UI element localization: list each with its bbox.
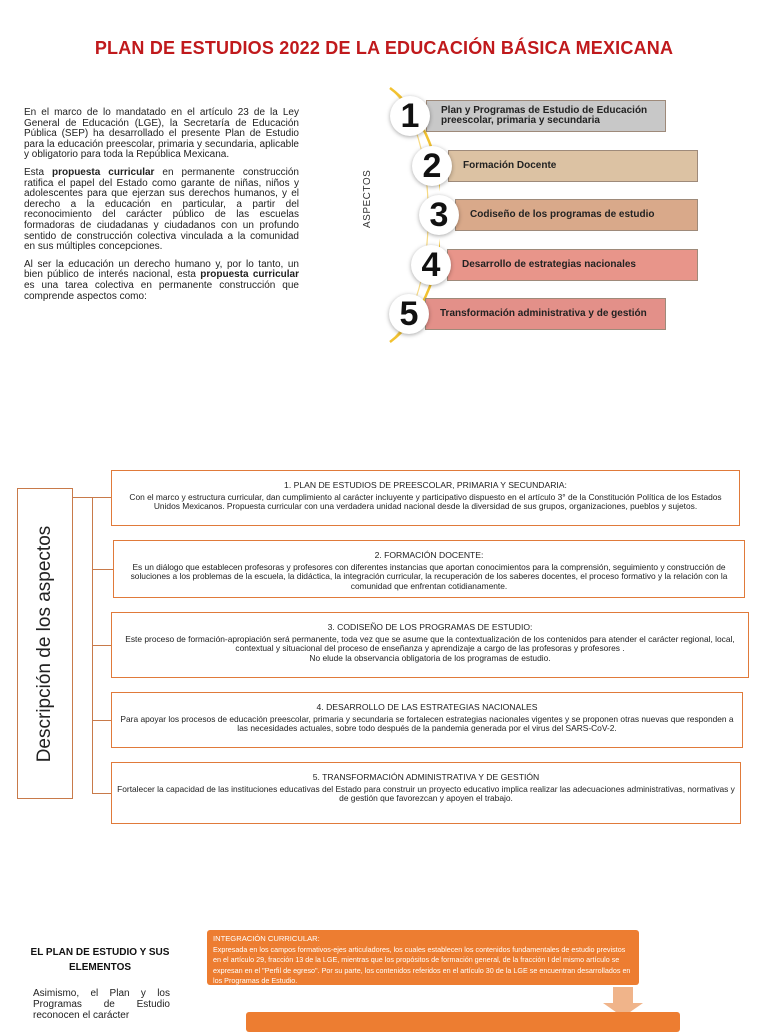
intro-paragraph-2	[24, 168, 299, 253]
intro-p3-end: es una tarea colectiva en permanente construcción que comprende aspectos como:	[24, 279, 299, 302]
integracion-text: Expresada en los campos formativos-ejes articuladores, los cuales establecen los contenidos fundamentales de estudio previstos en el artículo 29, fracción 13 de la LGE, mientras que los propósitos de formación general, de la fracción I del mismo artículo se expresan en el "Perfil de egreso". Por su parte, los contenidos referidos en el artículo 30 de la LGE se encuentran desarrollados en los Programas de Estudio.	[213, 944, 631, 985]
integracion-heading: INTEGRACIÓN CURRICULAR:	[213, 934, 320, 943]
elements-text: Asimismo, el Plan y los Programas de Estudio reconocen el carácter	[33, 988, 170, 1021]
aspect-label-1: Plan y Programas de Estudio de Educación preescolar, primaria y secundaria	[441, 104, 648, 126]
connector-branch-5	[92, 793, 111, 794]
connector-branch-4	[92, 720, 111, 721]
elements-title: EL PLAN DE ESTUDIO Y SUS ELEMENTOS	[30, 947, 170, 973]
description-text-3: Este proceso de formación-apropiación será permanente, toda vez que se asume que la contextualización de los contenidos para atender el carácter regional, local, contextual y situacional del proceso de enseñanza y aprendizaje a cargo de las profesoras y profesores .	[125, 633, 735, 654]
intro-paragraph-1: En el marco de lo mandatado en el artículo 23 de la Ley General de Educación (LGE), la Secretaría de Educación Pública (SEP) ha desarrollado el presente Plan de Estudio para la educación preescolar, primaria y secundaria, aplicable y obligatorio para toda la República Mexicana.	[24, 107, 299, 161]
intro-p3-bold: propuesta curricular	[200, 269, 299, 281]
integracion-curricular-box	[207, 930, 639, 985]
intro-p2-end: en permanente construcción ratifica el papel del Estado como garante de niñas, niños y adolescentes para que ejerzan sus derechos humanos, y el derecho a la educación en particular, a partir del reconocimiento del carácter público de las escuelas formadoras de ciudadanas y ciudadanos con un profundo sentido de construcción colectiva vinculada a la comunidad en sus múltiples concepciones.	[24, 166, 299, 253]
aspect-number-3: 3	[419, 195, 459, 235]
description-title: Descripción de los aspectos	[34, 525, 55, 762]
intro-text	[24, 108, 299, 309]
description-heading-4: 4. DESARROLLO DE LAS ESTRATEGIAS NACIONALES	[316, 702, 538, 712]
aspect-label-3: Codiseño de los programas de estudio	[470, 208, 655, 220]
aspect-box-2	[448, 150, 698, 182]
aspect-number-5: 5	[389, 294, 429, 334]
description-text-4: Para apoyar los procesos de educación preescolar, primaria y secundaria se fortalecen estrategias nacionales vigentes y se proponen otras nuevas que responden a las necesidades actuales, sobre todo después de la pandemia generada por el virus del SARS-CoV-2.	[120, 713, 734, 734]
aspect-label-4: Desarrollo de estrategias nacionales	[462, 258, 636, 270]
aspectos-label: ASPECTOS	[362, 169, 373, 228]
intro-p2-bold: propuesta curricular	[51, 166, 155, 178]
description-box-3	[111, 612, 749, 678]
aspect-box-1	[426, 100, 666, 132]
description-box-2	[113, 540, 745, 598]
connector-branch-2	[92, 569, 113, 570]
next-box	[246, 1012, 680, 1032]
aspect-number-1: 1	[390, 96, 430, 136]
aspect-box-3	[455, 199, 698, 231]
description-title-box	[17, 488, 73, 799]
connector-stub	[73, 497, 93, 498]
description-box-1	[111, 470, 740, 526]
description-box-4	[111, 692, 743, 748]
aspect-label-2: Formación Docente	[463, 159, 557, 171]
aspect-box-5	[425, 298, 666, 330]
intro-paragraph-3	[24, 260, 299, 302]
description-box-5	[111, 762, 741, 824]
connector-branch-1	[92, 497, 111, 498]
page-title: PLAN DE ESTUDIOS 2022 DE LA EDUCACIÓN BÁSICA MEXICANA	[94, 38, 674, 58]
description-heading-2: 2. FORMACIÓN DOCENTE:	[374, 550, 484, 560]
connector-branch-3	[92, 645, 111, 646]
intro-p2-start: Esta	[24, 166, 52, 178]
description-heading-3: 3. CODISEÑO DE LOS PROGRAMAS DE ESTUDIO:	[327, 622, 533, 632]
intro-p3-start: Al ser la educación un derecho humano y, por lo tanto, un bien público de interés nacional, esta	[24, 258, 299, 281]
description-heading-1: 1. PLAN DE ESTUDIOS DE PREESCOLAR, PRIMARIA Y SECUNDARIA:	[284, 480, 567, 490]
description-text-1: Con el marco y estructura curricular, dan cumplimiento al carácter incluyente y participativo dispuesto en el artículo 3° de la Constitución Política de los Estados Unidos Mexicanos. Propuesta curricular con una verdadera unidad nacional desde la diversidad de sus grupos, organizaciones, pueblos y sujetos.	[129, 491, 722, 512]
description-text-2: Es un diálogo que establecen profesoras y profesores con diferentes instancias que aportan conocimientos para la comprensión, seguimiento y construcción de soluciones a los problemas de la escuela, la didáctica, la integración curricular, la recuperación de los saberes docentes, el proceso formativo y la relación con la comunidad que enfrentan cotidianamente.	[130, 561, 728, 591]
aspect-number-4: 4	[411, 245, 451, 285]
down-arrow-icon	[613, 987, 633, 1003]
aspect-number-2: 2	[412, 146, 452, 186]
aspect-label-5: Transformación administrativa y de gestión	[440, 307, 647, 319]
description-heading-5: 5. TRANSFORMACIÓN ADMINISTRATIVA Y DE GESTIÓN	[312, 772, 540, 782]
aspect-box-4	[447, 249, 698, 281]
description-text-extra-3: No elude la observancia obligatoria de los programas de estudio.	[309, 652, 551, 663]
description-text-5: Fortalecer la capacidad de las instituciones educativas del Estado para construir un proyecto educativo implica realizar las adecuaciones administrativas, normativas y de gestión que favorezcan y apoyen el trabajo.	[117, 783, 735, 804]
